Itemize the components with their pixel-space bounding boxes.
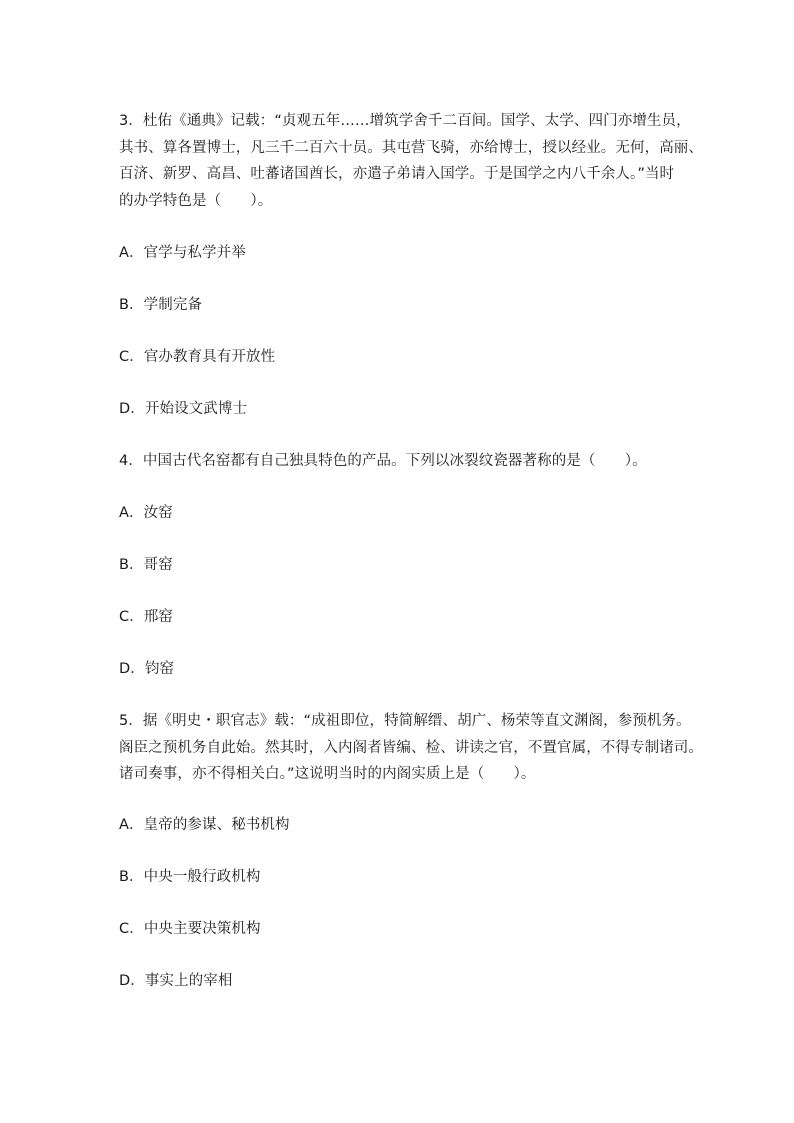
question-4-option-c: C．邢窑 [119,609,174,625]
question-3-stem-line-2: 其书、算各置博士，凡三千二百六十员。其屯营飞骑，亦给博士，授以经业。无何，高丽、 [119,140,703,156]
question-3-option-b: B．学制完备 [119,297,203,313]
question-3-option-a: A．官学与私学并举 [119,245,246,261]
question-3-option-d: D．开始设文武博士 [119,401,248,417]
question-5-option-d: D．事实上的宰相 [119,973,233,989]
question-3-option-c: C．官办教育具有开放性 [119,349,276,365]
question-5-stem-line-1: 5．据《明史・职官志》载：“成祖即位，特简解缙、胡广、杨荣等直文渊阁，参预机务。 [119,713,691,729]
question-3-stem-line-3: 百济、新罗、高昌、吐蕃诸国酋长，亦遣子弟请入国学。于是国学之内八千余人。”当时 [119,166,675,182]
question-5-stem-line-2: 阁臣之预机务自此始。然其时，入内阁者皆编、检、讲读之官，不置官属，不得专制诸司。 [119,740,703,756]
question-5-option-c: C．中央主要决策机构 [119,921,261,937]
question-3-stem-line-4: 的办学特色是（ ）。 [119,193,273,209]
question-4-option-b: B．哥窑 [119,557,173,573]
question-5-stem-line-3: 诸司奏事，亦不得相关白。”这说明当时的内阁实质上是（ ）。 [119,766,536,782]
question-3-stem-line-1: 3．杜佑《通典》记载：“贞观五年……增筑学舍千二百间。国学、太学、四门亦增生员， [119,113,691,129]
question-4-option-d: D．钧窑 [119,661,175,677]
question-4-option-a: A．汝窑 [119,505,173,521]
question-4-stem-line-1: 4．中国古代名窑都有自己独具特色的产品。下列以冰裂纹瓷器著称的是（ ）。 [119,453,647,469]
question-5-option-a: A．皇帝的参谋、秘书机构 [119,817,290,833]
question-5-option-b: B．中央一般行政机构 [119,869,261,885]
